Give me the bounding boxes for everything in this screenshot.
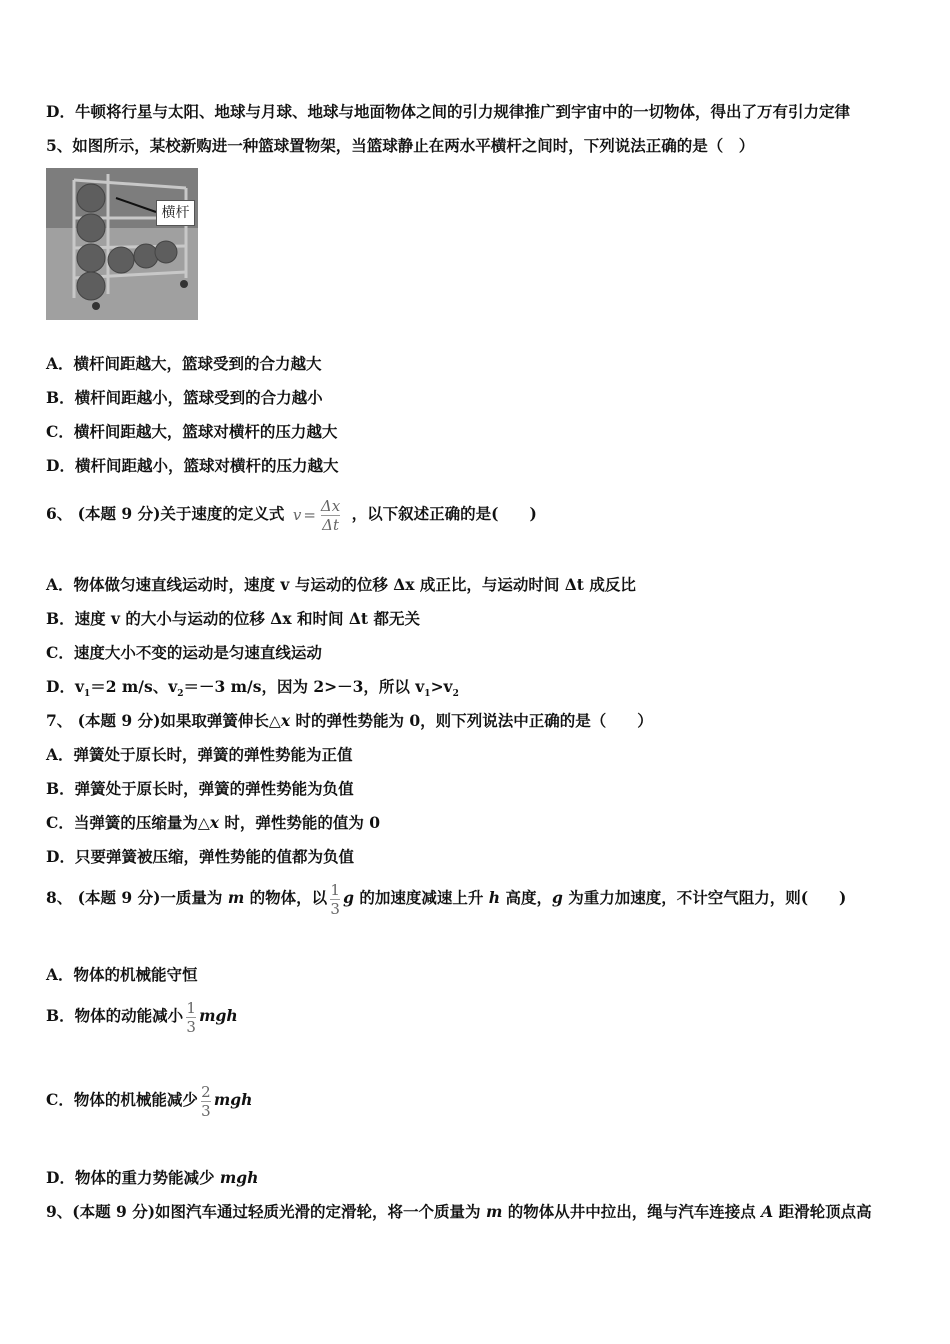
- frac-num: 1: [186, 998, 196, 1017]
- q6-option-d: [46, 677, 459, 704]
- sub-2b: 2: [452, 689, 459, 700]
- q7c-pre: C．当弹簧的压缩量为△: [46, 813, 210, 832]
- fraction-one-third: [330, 881, 340, 918]
- sub-2a: 2: [177, 689, 184, 700]
- q8-post: 为重力加速度，不计空气阻力，则( ): [562, 888, 847, 907]
- q6-option-c: C．速度大小不变的运动是匀速直线运动: [46, 643, 322, 662]
- q8-g2: g: [551, 888, 563, 907]
- q8-stem: [46, 880, 846, 918]
- q8-option-b: [46, 998, 238, 1036]
- q6d-part4: >v: [430, 677, 453, 696]
- q8c-text: C．物体的机械能减少: [46, 1090, 198, 1109]
- q8-pre: 8、 (本题 9 分)一质量为: [46, 888, 228, 907]
- q7c-x: x: [209, 813, 220, 832]
- q8-m: m: [227, 888, 245, 907]
- q9-pre: 9、(本题 9 分)如图汽车通过轻质光滑的定滑轮，将一个质量为: [46, 1202, 486, 1221]
- q7-option-a: A．弹簧处于原长时，弹簧的弹性势能为正值: [46, 745, 353, 764]
- q7-post: 时的弹性势能为 0，则下列说法中正确的是（ ）: [290, 711, 653, 730]
- rack-illustration: [46, 168, 198, 320]
- q6-option-a: A．物体做匀速直线运动时，速度 v 与运动的位移 Δx 成正比，与运动时间 Δt 成反比: [46, 575, 636, 594]
- q5-option-b: B．横杆间距越小，篮球受到的合力越小: [46, 388, 323, 407]
- delta-fraction: [321, 497, 340, 534]
- q6-stem: [46, 496, 537, 534]
- q8b-text: B．物体的动能减小: [46, 1006, 184, 1025]
- q6d-part1: D．v: [46, 677, 84, 696]
- q7c-post: 时，弹性势能的值为 0: [219, 813, 381, 832]
- q6-stem-pre: 6、 (本题 9 分)关于速度的定义式: [46, 504, 285, 523]
- q8-option-a: A．物体的机械能守恒: [46, 965, 198, 984]
- q8-option-c: [46, 1082, 252, 1120]
- formula-v: v: [292, 506, 302, 524]
- q6-option-b: B．速度 v 的大小与运动的位移 Δx 和时间 Δt 都无关: [46, 609, 420, 628]
- frac-den: 3: [186, 1017, 196, 1036]
- formula-eq: =: [303, 506, 316, 524]
- q8-g: g: [343, 888, 354, 907]
- q9-stem: [46, 1202, 872, 1222]
- q9-A: A: [761, 1202, 774, 1221]
- q8-mid2: 的加速度减速上升: [353, 888, 489, 907]
- q5-option-d: D．横杆间距越小，篮球对横杆的压力越大: [46, 456, 339, 475]
- q6-stem-post: ，以下叙述正确的是( ): [351, 504, 537, 523]
- q9-post: 距滑轮顶点高: [773, 1202, 872, 1221]
- q7-x: x: [280, 711, 291, 730]
- crossbar-callout: 横杆: [156, 200, 195, 226]
- q8-mid3: 高度，: [500, 888, 552, 907]
- q9-m: m: [485, 1202, 503, 1221]
- q7-pre: 7、 (本题 9 分)如果取弹簧伸长△: [46, 711, 281, 730]
- q7-stem: [46, 711, 653, 731]
- q6d-part3: ＝－3 m/s，因为 2>－3，所以 v: [183, 677, 425, 696]
- velocity-formula: [293, 497, 343, 534]
- q8d-text: D．物体的重力势能减少: [46, 1168, 220, 1187]
- formula-num: Δx: [320, 496, 341, 515]
- q5-option-a: A．横杆间距越大，篮球受到的合力越大: [46, 354, 322, 373]
- q7-option-c: [46, 813, 380, 833]
- q7-option-b: B．弹簧处于原长时，弹簧的弹性势能为负值: [46, 779, 354, 798]
- mgh: mgh: [199, 1006, 238, 1025]
- q9-mid: 的物体从井中拉出，绳与汽车连接点: [502, 1202, 762, 1221]
- mgh: mgh: [219, 1168, 259, 1187]
- formula-den: Δt: [322, 515, 339, 534]
- fraction-one-third: [186, 999, 196, 1036]
- q4-option-d: D．牛顿将行星与太阳、地球与月球、地球与地面物体之间的引力规律推广到宇宙中的一切物体，得出了万有引力定律: [46, 102, 850, 121]
- sub-1a: 1: [83, 689, 91, 700]
- q6d-part2: ＝2 m/s、v: [90, 677, 178, 696]
- q8-mid: 的物体，以: [244, 888, 328, 907]
- fraction-two-thirds: [201, 1083, 211, 1120]
- q5-stem: 5、如图所示，某校新购进一种篮球置物架，当篮球静止在两水平横杆之间时，下列说法正确的是（ ）: [46, 136, 755, 155]
- sub-1b: 1: [424, 689, 431, 700]
- q5-option-c: C．横杆间距越大，篮球对横杆的压力越大: [46, 422, 338, 441]
- mgh: mgh: [213, 1090, 253, 1109]
- frac-den: 3: [330, 899, 340, 918]
- frac-num: 2: [201, 1082, 211, 1101]
- q8-h: h: [488, 888, 501, 907]
- q8-option-d: [46, 1168, 258, 1188]
- frac-num: 1: [330, 880, 340, 899]
- basketball-rack-photo: [46, 168, 198, 320]
- q7-option-d: D．只要弹簧被压缩，弹性势能的值都为负值: [46, 847, 354, 866]
- frac-den: 3: [201, 1101, 211, 1120]
